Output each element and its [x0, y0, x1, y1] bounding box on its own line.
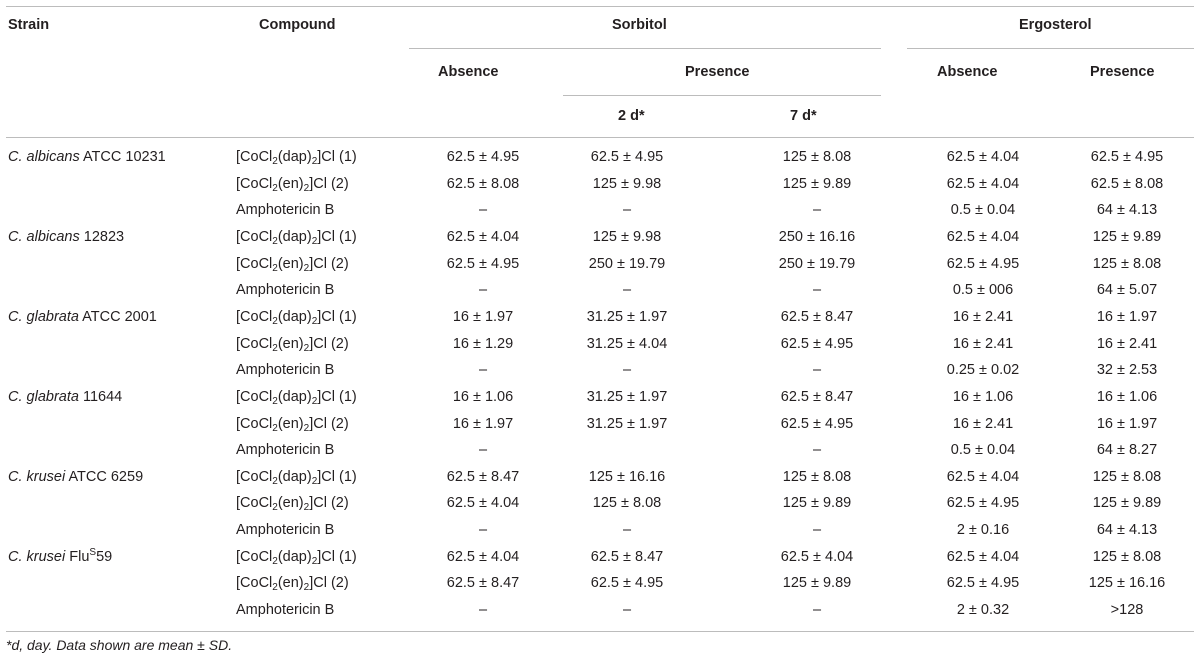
table-cell: 62.5 ± 4.95 — [780, 335, 854, 352]
compound-sub: 2 — [272, 395, 278, 407]
header-sorbitol-presence: Presence — [685, 64, 750, 80]
compound-suffix: ]Cl (2) — [309, 175, 349, 192]
table-cell: 125 ± 8.08 — [592, 495, 662, 512]
strain-label — [8, 148, 166, 166]
compound-label — [236, 548, 357, 566]
table-cell: 16 ± 1.06 — [952, 388, 1014, 405]
compound-prefix: [CoCl — [236, 388, 273, 405]
table-cell: 62.5 ± 4.04 — [946, 468, 1020, 485]
table-cell: 62.5 ± 8.47 — [590, 548, 664, 565]
table-cell: 62.5 ± 4.04 — [946, 228, 1020, 245]
table-cell: 64 ± 5.07 — [1096, 282, 1158, 299]
compound-label — [236, 441, 334, 459]
compound-name: Amphotericin B — [236, 202, 335, 219]
table-cell: 62.5 ± 4.95 — [446, 255, 520, 272]
compound-suffix: ]Cl (1) — [317, 149, 357, 165]
compound-sub: 2 — [311, 315, 318, 327]
table-cell: 250 ± 19.79 — [588, 255, 666, 272]
compound-label — [236, 388, 357, 406]
compound-mid: (en) — [277, 255, 304, 272]
table-cell: >128 — [1110, 602, 1144, 619]
table-cell: 32 ± 2.53 — [1096, 362, 1158, 379]
compound-suffix: ]Cl (2) — [309, 335, 349, 352]
header-strain: Strain — [8, 17, 50, 33]
compound-prefix: [CoCl — [236, 228, 273, 245]
table-cell: 62.5 ± 4.95 — [1090, 149, 1164, 165]
compound-suffix: ]Cl (2) — [309, 415, 349, 432]
table-cell: 62.5 ± 4.04 — [946, 175, 1020, 192]
table-cell: 62.5 ± 4.04 — [446, 495, 520, 512]
table-cell: 62.5 ± 4.04 — [946, 149, 1020, 165]
compound-label — [236, 468, 357, 486]
compound-prefix: [CoCl — [236, 149, 273, 165]
compound-label — [236, 281, 334, 299]
header-sorbitol-absence: Absence — [438, 64, 499, 80]
header-compound: Compound — [259, 17, 336, 33]
table-cell: 0.25 ± 0.02 — [946, 362, 1020, 379]
compound-mid: (dap) — [277, 388, 312, 405]
compound-mid: (en) — [277, 495, 304, 512]
table-cell: 62.5 ± 4.95 — [590, 575, 664, 592]
table-cell: – — [622, 522, 632, 539]
compound-sub: 2 — [311, 395, 318, 407]
table-cell: 16 ± 2.41 — [952, 415, 1014, 432]
table-cell: 62.5 ± 4.95 — [446, 149, 520, 165]
table-cell: 16 ± 1.06 — [1096, 388, 1158, 405]
strain-label — [8, 388, 122, 406]
table-cell: 125 ± 8.08 — [782, 468, 852, 485]
table-cell: 16 ± 2.41 — [952, 308, 1014, 325]
table-cell: 125 ± 9.98 — [592, 228, 662, 245]
presence-rule — [563, 95, 881, 96]
table-cell: 16 ± 1.97 — [1096, 415, 1158, 432]
compound-sub: 2 — [311, 156, 318, 167]
compound-suffix: ]Cl (2) — [309, 575, 349, 592]
compound-sub: 2 — [303, 502, 310, 514]
table-cell: – — [812, 602, 822, 619]
strain-italic: C. albicans — [8, 149, 80, 165]
table-cell: – — [478, 202, 488, 219]
table-cell: 62.5 ± 4.04 — [780, 548, 854, 565]
table-cell: 125 ± 9.89 — [1092, 495, 1162, 512]
footnote: *d, day. Data shown are mean ± SD. — [6, 637, 233, 653]
strain-rest: Flu — [65, 548, 90, 565]
compound-suffix: ]Cl (2) — [309, 495, 349, 512]
compound-mid: (en) — [277, 415, 304, 432]
strain-rest: ATCC 6259 — [65, 468, 144, 485]
compound-name: Amphotericin B — [236, 602, 335, 619]
table-cell: – — [812, 522, 822, 539]
strain-italic: C. albicans — [8, 228, 80, 245]
table-cell: 16 ± 1.97 — [1096, 308, 1158, 325]
table-cell: 62.5 ± 4.95 — [590, 149, 664, 165]
table-cell: 62.5 ± 8.47 — [446, 468, 520, 485]
table-cell: 125 ± 16.16 — [1088, 575, 1166, 592]
top-rule — [6, 6, 1194, 7]
compound-sub: 2 — [272, 475, 278, 487]
table-cell: 16 ± 1.97 — [452, 308, 514, 325]
compound-label — [236, 601, 334, 619]
header-sorbitol: Sorbitol — [612, 17, 667, 33]
compound-prefix: [CoCl — [236, 308, 273, 325]
strain-rest: 11644 — [78, 388, 123, 405]
compound-sub: 2 — [272, 502, 278, 514]
compound-suffix: ]Cl (1) — [317, 468, 357, 485]
table-cell: 62.5 ± 4.95 — [946, 255, 1020, 272]
table-cell: – — [622, 602, 632, 619]
table-cell: 2 ± 0.32 — [956, 602, 1010, 619]
compound-label — [236, 335, 349, 353]
compound-prefix: [CoCl — [236, 175, 273, 192]
table-cell: 31.25 ± 1.97 — [586, 415, 668, 432]
compound-name: Amphotericin B — [236, 442, 335, 459]
table-cell: 31.25 ± 4.04 — [586, 335, 668, 352]
compound-mid: (en) — [277, 575, 304, 592]
compound-label — [236, 521, 334, 539]
table-cell: 62.5 ± 4.95 — [780, 415, 854, 432]
table-cell: – — [812, 202, 822, 219]
compound-sub: 2 — [303, 582, 310, 594]
table-cell: 125 ± 8.08 — [1092, 468, 1162, 485]
compound-sub: 2 — [272, 235, 278, 247]
table-cell: 125 ± 8.08 — [1092, 548, 1162, 565]
compound-suffix: ]Cl (1) — [317, 388, 357, 405]
ergosterol-rule — [907, 48, 1194, 49]
table-cell: 31.25 ± 1.97 — [586, 308, 668, 325]
compound-sub: 2 — [272, 422, 278, 434]
compound-label — [236, 574, 349, 592]
compound-label — [236, 415, 349, 433]
compound-label — [236, 201, 334, 219]
header-bottom-rule — [6, 137, 1194, 138]
table-cell: – — [812, 362, 822, 379]
compound-name: Amphotericin B — [236, 522, 335, 539]
compound-sub: 2 — [272, 342, 278, 354]
bottom-rule — [6, 631, 1194, 632]
compound-suffix: ]Cl (1) — [317, 548, 357, 565]
table-cell: 250 ± 16.16 — [778, 228, 856, 245]
table-cell: – — [478, 282, 488, 299]
table-cell: – — [622, 282, 632, 299]
table-cell: 125 ± 9.89 — [782, 575, 852, 592]
compound-sub: 2 — [311, 235, 318, 247]
table-cell: 125 ± 9.89 — [782, 175, 852, 192]
table-cell: – — [812, 442, 822, 459]
table-cell: – — [478, 522, 488, 539]
strain-rest: 12823 — [79, 228, 125, 245]
strain-italic: C. glabrata — [8, 308, 79, 325]
table-cell: 125 ± 8.08 — [1092, 255, 1162, 272]
compound-prefix: [CoCl — [236, 495, 273, 512]
compound-mid: (en) — [277, 335, 304, 352]
header-7d: 7 d* — [790, 108, 817, 124]
compound-sub: 2 — [303, 342, 310, 354]
compound-sub: 2 — [272, 582, 278, 594]
table-cell: 2 ± 0.16 — [956, 522, 1010, 539]
compound-mid: (dap) — [277, 149, 312, 165]
table-cell: 125 ± 9.89 — [1092, 228, 1162, 245]
compound-sub: 2 — [311, 555, 318, 567]
compound-sub: 2 — [303, 182, 310, 194]
strain-label — [8, 548, 112, 566]
strain-label — [8, 468, 143, 486]
table-cell: 64 ± 4.13 — [1096, 522, 1158, 539]
compound-name: Amphotericin B — [236, 362, 335, 379]
strain-italic: C. glabrata — [8, 388, 79, 405]
compound-prefix: [CoCl — [236, 468, 273, 485]
compound-sub: 2 — [303, 262, 310, 274]
sorbitol-rule — [409, 48, 881, 49]
header-2d: 2 d* — [618, 108, 645, 124]
compound-label — [236, 361, 334, 379]
table-cell: 62.5 ± 4.95 — [946, 495, 1020, 512]
table-cell: 64 ± 4.13 — [1096, 202, 1158, 219]
compound-mid: (dap) — [277, 308, 312, 325]
table-cell: 16 ± 1.97 — [452, 415, 514, 432]
table-cell: – — [478, 442, 488, 459]
table-cell: 0.5 ± 0.04 — [950, 442, 1016, 459]
compound-prefix: [CoCl — [236, 335, 273, 352]
compound-prefix: [CoCl — [236, 575, 273, 592]
header-ergosterol-absence: Absence — [937, 64, 998, 80]
table-cell: 62.5 ± 8.47 — [780, 308, 854, 325]
table-cell: 16 ± 2.41 — [952, 335, 1014, 352]
compound-sub: 2 — [272, 555, 278, 567]
compound-label — [236, 494, 349, 512]
table-cell: 125 ± 16.16 — [588, 468, 666, 485]
table-cell: 62.5 ± 4.95 — [946, 575, 1020, 592]
compound-sub: 2 — [272, 156, 278, 167]
table-cell: 16 ± 2.41 — [1096, 335, 1158, 352]
compound-suffix: ]Cl (1) — [317, 308, 357, 325]
compound-label — [236, 228, 357, 246]
compound-sub: 2 — [272, 182, 278, 194]
compound-label — [236, 255, 349, 273]
compound-label — [236, 148, 357, 166]
strain-rest: ATCC 10231 — [79, 149, 166, 165]
compound-name: Amphotericin B — [236, 282, 335, 299]
table-cell: 62.5 ± 4.04 — [446, 548, 520, 565]
table-cell: 0.5 ± 0.04 — [950, 202, 1016, 219]
table-cell: – — [622, 202, 632, 219]
table-cell: 62.5 ± 4.04 — [946, 548, 1020, 565]
table-cell: 0.5 ± 006 — [952, 282, 1014, 299]
compound-mid: (en) — [277, 175, 304, 192]
compound-sub: 2 — [311, 475, 318, 487]
table-cell: 125 ± 9.89 — [782, 495, 852, 512]
table-cell: 16 ± 1.29 — [452, 335, 514, 352]
compound-prefix: [CoCl — [236, 548, 273, 565]
compound-sub: 2 — [272, 262, 278, 274]
compound-suffix: ]Cl (2) — [309, 255, 349, 272]
strain-tail: 59 — [96, 548, 113, 565]
compound-label — [236, 308, 357, 326]
table-cell: – — [812, 282, 822, 299]
table-cell: 31.25 ± 1.97 — [586, 388, 668, 405]
compound-suffix: ]Cl (1) — [317, 228, 357, 245]
header-ergosterol: Ergosterol — [1019, 17, 1092, 33]
compound-sub: 2 — [272, 315, 278, 327]
table-cell: 62.5 ± 8.08 — [1090, 175, 1164, 192]
table-cell: – — [478, 602, 488, 619]
compound-mid: (dap) — [277, 468, 312, 485]
compound-label — [236, 175, 349, 193]
compound-sub: 2 — [303, 422, 310, 434]
table-cell: 62.5 ± 8.47 — [446, 575, 520, 592]
strain-rest: ATCC 2001 — [78, 308, 157, 325]
table-cell: 62.5 ± 8.08 — [446, 175, 520, 192]
table-cell: 125 ± 9.98 — [592, 175, 662, 192]
table-cell: 64 ± 8.27 — [1096, 442, 1158, 459]
table-cell: – — [478, 362, 488, 379]
table-cell: 125 ± 8.08 — [782, 149, 852, 165]
strain-label — [8, 308, 157, 326]
table-cell: 250 ± 19.79 — [778, 255, 856, 272]
table-cell: – — [622, 362, 632, 379]
compound-mid: (dap) — [277, 548, 312, 565]
table-cell: 16 ± 1.06 — [452, 388, 514, 405]
table-cell: 62.5 ± 8.47 — [780, 388, 854, 405]
compound-prefix: [CoCl — [236, 415, 273, 432]
table-cell: 62.5 ± 4.04 — [446, 228, 520, 245]
strain-label — [8, 228, 124, 246]
compound-prefix: [CoCl — [236, 255, 273, 272]
strain-italic: C. krusei — [8, 548, 66, 565]
header-ergosterol-presence: Presence — [1090, 64, 1155, 80]
compound-mid: (dap) — [277, 228, 312, 245]
strain-superscript: S — [89, 546, 97, 558]
strain-italic: C. krusei — [8, 468, 66, 485]
